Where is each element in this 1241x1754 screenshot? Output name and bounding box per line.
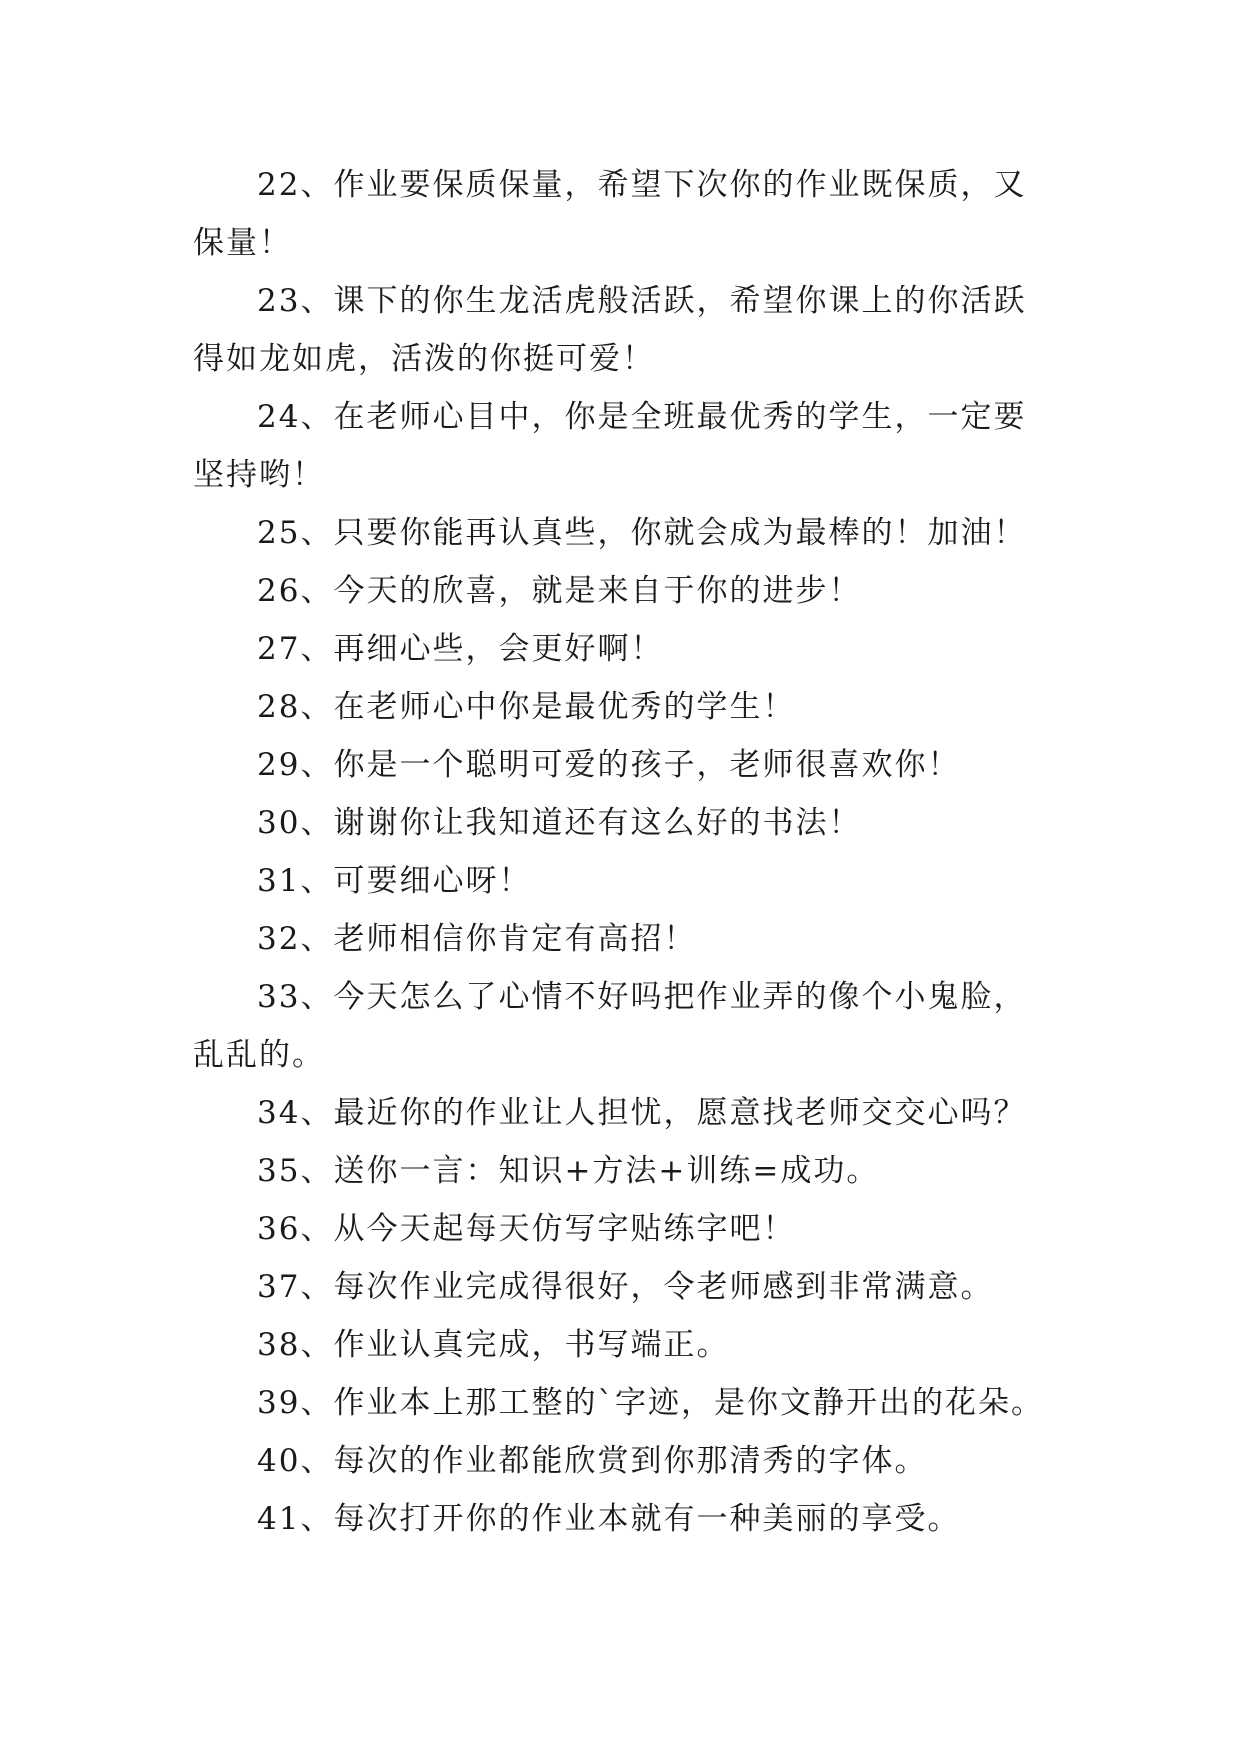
paragraph-23: 23、课下的你生龙活虎般活跃，希望你课上的你活跃得如龙如虎，活泼的你挺可爱！ <box>193 283 1027 377</box>
document-body <box>193 156 1055 1548</box>
paragraph-28: 28、在老师心中你是最优秀的学生！ <box>257 689 796 725</box>
paragraph-31: 31、可要细心呀！ <box>257 863 532 899</box>
paragraph-25: 25、只要你能再认真些，你就会成为最棒的！加油！ <box>257 515 1027 551</box>
paragraph-40: 40、每次的作业都能欣赏到你那清秀的字体。 <box>257 1443 928 1479</box>
paragraph-38: 38、作业认真完成，书写端正。 <box>257 1327 730 1363</box>
paragraph-26: 26、今天的欣喜，就是来自于你的进步！ <box>257 573 862 609</box>
paragraph-30: 30、谢谢你让我知道还有这么好的书法！ <box>257 805 862 841</box>
paragraph-36: 36、从今天起每天仿写字贴练字吧！ <box>257 1211 796 1247</box>
paragraph-37: 37、每次作业完成得很好，令老师感到非常满意。 <box>257 1269 994 1305</box>
paragraph-22: 22、作业要保质保量，希望下次你的作业既保质，又保量！ <box>193 167 1027 261</box>
paragraph-39: 39、作业本上那工整的`字迹，是你文静开出的花朵。 <box>257 1385 1044 1421</box>
paragraph-33: 33、今天怎么了心情不好吗把作业弄的像个小鬼脸，乱乱的。 <box>193 979 1027 1073</box>
paragraph-32: 32、老师相信你肯定有高招！ <box>257 921 697 957</box>
paragraph-41: 41、每次打开你的作业本就有一种美丽的享受。 <box>257 1501 961 1537</box>
paragraph-35: 35、送你一言：知识+方法+训练=成功。 <box>257 1153 880 1189</box>
paragraph-24: 24、在老师心目中，你是全班最优秀的学生，一定要坚持哟！ <box>193 399 1027 493</box>
paragraph-34: 34、最近你的作业让人担忧，愿意找老师交交心吗？ <box>257 1095 1027 1131</box>
paragraph-27: 27、再细心些，会更好啊！ <box>257 631 664 667</box>
paragraph-29: 29、你是一个聪明可爱的孩子，老师很喜欢你！ <box>257 747 961 783</box>
